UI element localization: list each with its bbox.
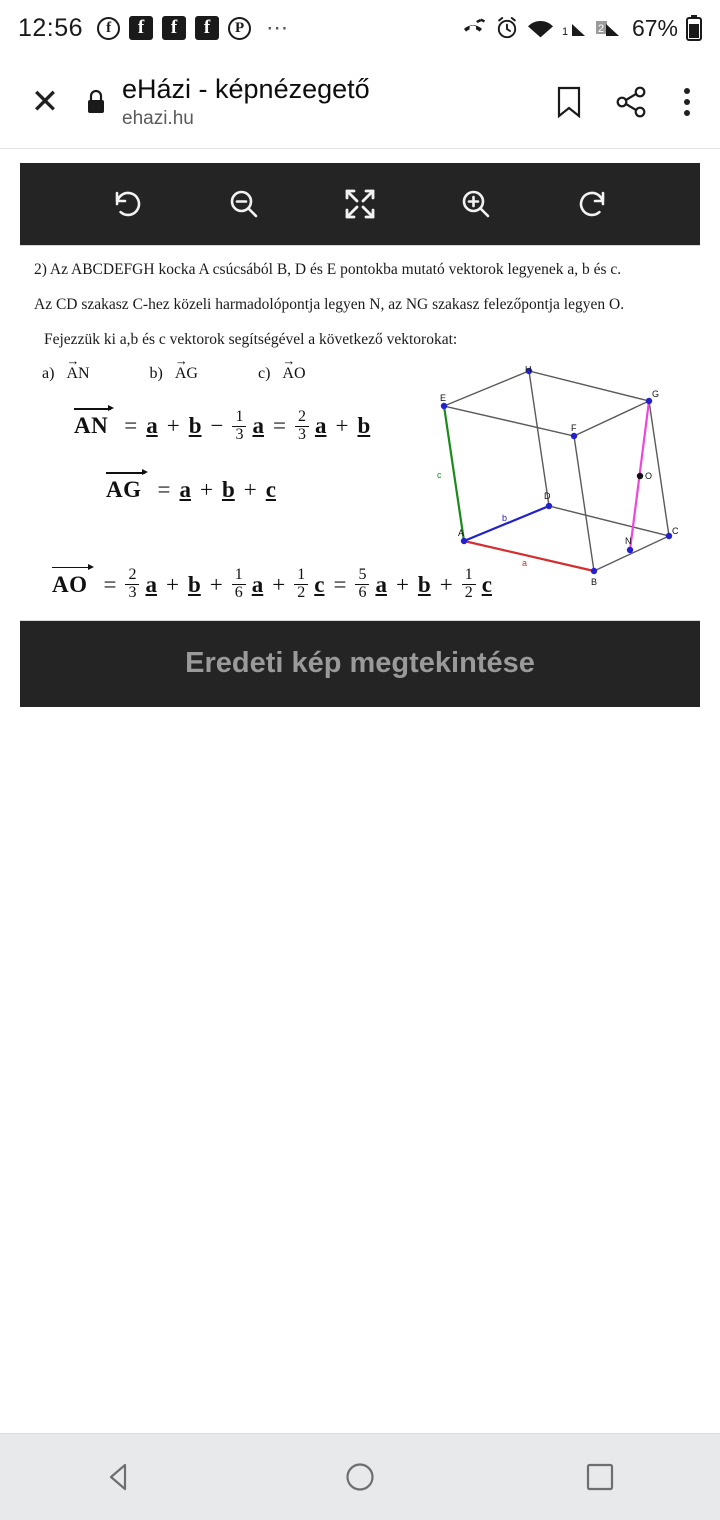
- svg-text:N: N: [625, 536, 632, 546]
- svg-text:E: E: [440, 393, 447, 403]
- more-notifications-icon: ⋯: [266, 15, 290, 40]
- worksheet-line-3: Fejezzük ki a,b és c vektorok segítségével a következő vektorokat:: [44, 330, 458, 348]
- formula-AO-lhs: AO: [52, 571, 88, 597]
- facebook-icon-2: f: [162, 16, 186, 40]
- svg-text:G: G: [652, 389, 660, 399]
- worksheet-image[interactable]: [20, 245, 700, 621]
- choice-a: [42, 352, 90, 383]
- fraction-one-third: $\frac{1}{3}$: [232, 409, 246, 444]
- view-original-image-button[interactable]: [20, 621, 700, 707]
- alarm-icon: [495, 16, 519, 40]
- choice-a-vector: → AN: [66, 352, 90, 382]
- formula-AN: AN = a + b − $\frac{1}{3}$ a = $\frac{2}{3}$ a + b: [74, 407, 371, 443]
- zoom-out-icon[interactable]: [222, 182, 266, 226]
- android-nav-bar: [0, 1433, 720, 1520]
- page-url: ehazi.hu: [122, 108, 194, 129]
- svg-text:B: B: [591, 577, 598, 587]
- svg-text:c: c: [437, 470, 442, 480]
- worksheet-line-2: Az CD szakasz C-hez közeli harmadolópontja legyen N, az NG szakasz felezőpontja legyen O.: [34, 295, 625, 313]
- signal-sim2-icon: [596, 17, 622, 39]
- battery-percent-label: 67%: [631, 14, 678, 41]
- status-clock: 12:56: [18, 13, 84, 42]
- app-bar-actions: [552, 85, 698, 119]
- svg-text:A: A: [458, 528, 465, 538]
- wifi-icon: [527, 17, 554, 39]
- choice-a-label: a): [42, 364, 55, 382]
- facebook-messenger-icon: f: [97, 17, 120, 40]
- svg-text:1: 1: [561, 26, 569, 38]
- svg-text:F: F: [571, 423, 577, 433]
- address-area[interactable]: [122, 74, 538, 130]
- choice-b-label: b): [149, 364, 163, 382]
- pinterest-icon: P: [228, 17, 251, 40]
- svg-text:O: O: [645, 471, 653, 481]
- choice-c-vector: → AO: [282, 352, 306, 382]
- back-button[interactable]: [75, 1447, 165, 1507]
- share-icon[interactable]: [614, 85, 648, 119]
- svg-text:H: H: [525, 366, 532, 374]
- choice-c: [257, 352, 306, 383]
- svg-text:2: 2: [597, 23, 605, 35]
- viewer-toolbar: [20, 163, 700, 245]
- rotate-ccw-icon[interactable]: [106, 182, 150, 226]
- recents-button[interactable]: [555, 1447, 645, 1507]
- formula-AN-lhs: AN: [74, 413, 109, 439]
- facebook-icon-3: f: [195, 16, 219, 40]
- image-viewer: [20, 163, 700, 707]
- status-notification-icons: [97, 15, 461, 41]
- facebook-icon-1: f: [129, 16, 153, 40]
- browser-app-bar: [0, 56, 720, 148]
- lock-icon: [86, 89, 106, 115]
- svg-text:b: b: [502, 513, 508, 523]
- rotate-cw-icon[interactable]: [570, 182, 614, 226]
- formula-AG-lhs: AG: [106, 477, 142, 503]
- svg-text:D: D: [544, 491, 551, 501]
- formula-AG: AG = a + b + c: [106, 477, 276, 503]
- zoom-in-icon[interactable]: [454, 182, 498, 226]
- overflow-menu-icon[interactable]: [676, 88, 698, 116]
- page-title: eHázi - képnézegető: [122, 74, 370, 104]
- worksheet-line-1: 2) Az ABCDEFGH kocka A csúcsából B, D és E pontokba mutató vektorok legyenek a, b és c.: [34, 261, 622, 278]
- choice-c-label: c): [257, 364, 271, 382]
- status-bar: [0, 0, 720, 56]
- choice-b-vector: → AG: [174, 352, 198, 382]
- home-button[interactable]: [315, 1447, 405, 1507]
- choice-b: [149, 352, 198, 383]
- fit-screen-icon[interactable]: [338, 182, 382, 226]
- svg-text:C: C: [672, 526, 679, 536]
- missed-call-icon: [461, 17, 487, 39]
- signal-sim1-icon: [562, 17, 588, 39]
- close-button[interactable]: ✕: [30, 83, 60, 121]
- worksheet-formulas: [34, 409, 686, 602]
- formula-AO: AO = $\frac{2}{3}$ a + b + $\frac{1}{6}$ a + $\frac{1}{2}$ c = $\frac{5}{6}$ a + b + $\frac{1}{2}$ c: [52, 566, 492, 602]
- page-content: [0, 149, 720, 707]
- battery-icon: [686, 15, 702, 41]
- view-original-image-label: Eredeti kép megtekintése: [185, 647, 535, 680]
- svg-text:a: a: [522, 558, 528, 568]
- fraction-two-thirds: $\frac{2}{3}$: [295, 409, 309, 444]
- status-system-icons: [461, 15, 702, 42]
- bookmark-icon[interactable]: [552, 85, 586, 119]
